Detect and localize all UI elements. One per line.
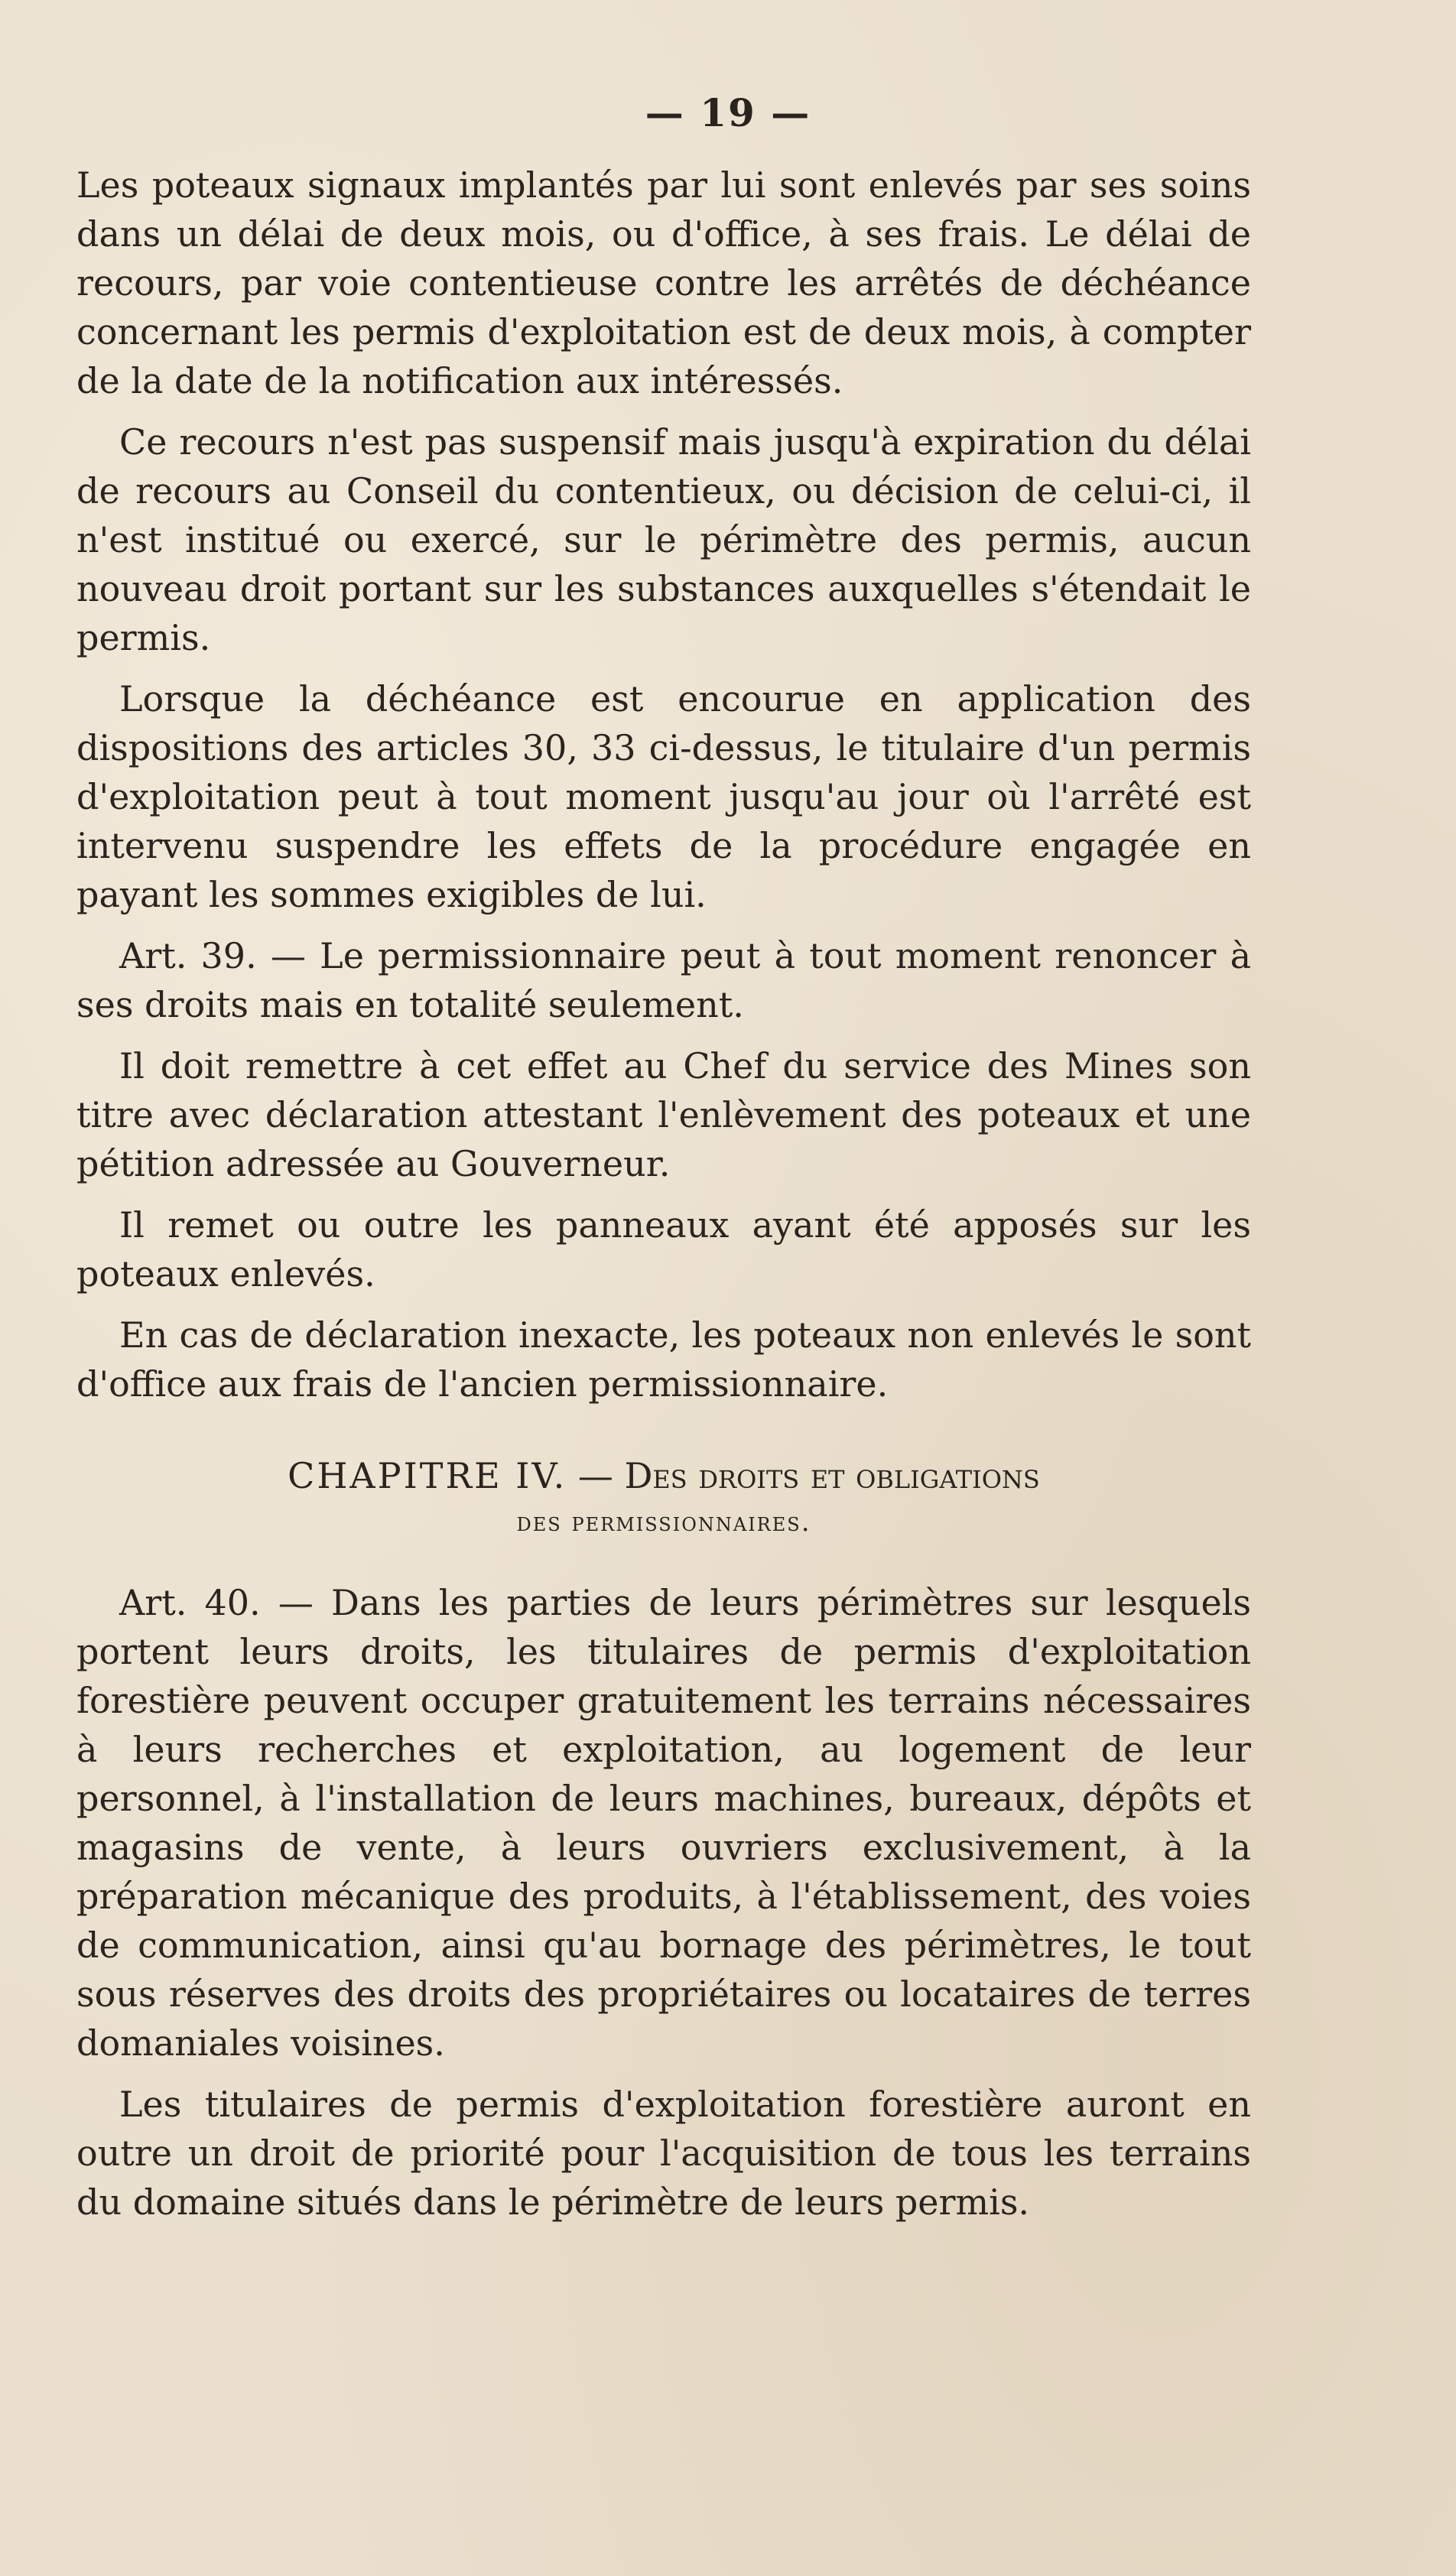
article-39: [76, 931, 1251, 1029]
chapter-label: CHAPITRE IV.: [288, 1455, 567, 1496]
paragraph-poteaux-enleves: [76, 161, 1251, 405]
paragraph-recours: [76, 417, 1251, 662]
paragraph-text: Les poteaux signaux implantés par lui sont enlevés par ses soins dans un délai de deux mois, ou d'office, à ses frais. Le délai de recours, par voie contentieuse contre les arrêtés de déchéance concernant les permis d'exploitation est de deux mois, à compter de la date de la notification aux intéressés.: [76, 164, 1251, 401]
paragraph-declaration-inexacte: [76, 1311, 1251, 1408]
paragraph-text: Lorsque la déchéance est encourue en application des dispositions des articles 30, 33 ci-dessus, le titulaire d'un permis d'exploitation peut à tout moment jusqu'au jour où l'arrêté est intervenu suspendre les effets de la procédure engagée en payant les sommes exigibles de lui.: [76, 678, 1251, 915]
chapter-heading-line-1: [76, 1451, 1251, 1500]
paragraph-droit-priorite: [76, 2080, 1251, 2227]
article-label: Art. 40.: [119, 1582, 261, 1623]
document-body: [76, 161, 1251, 2239]
chapter-title-part-2: des permissionnaires.: [516, 1507, 811, 1538]
chapter-heading: [76, 1451, 1251, 1545]
paragraph-text: Il remet ou outre les panneaux ayant été apposés sur les poteaux enlevés.: [76, 1204, 1251, 1294]
paragraph-text: Ce recours n'est pas suspensif mais jusqu'à expiration du délai de recours au Conseil du contentieux, ou décision de celui-ci, il n'est institué ou exercé, sur le périmètre des permis, aucun nouveau droit portant sur les substances auxquelles s'étendait le permis.: [76, 421, 1251, 658]
paragraph-text: Les titulaires de permis d'exploitation forestière auront en outre un droit de priorité pour l'acquisition de tous les terrains du domaine situés dans le périmètre de leurs permis.: [76, 2084, 1251, 2223]
paragraph-decheance: [76, 674, 1251, 919]
article-text: — Le permissionnaire peut à tout moment renoncer à ses droits mais en totalité seulement.: [76, 935, 1252, 1025]
page-number: — 19 —: [645, 90, 811, 135]
article-40: [76, 1578, 1251, 2068]
paragraph-text: Il doit remettre à cet effet au Chef du service des Mines son titre avec déclaration attestant l'enlèvement des poteaux et une pétition adressée au Gouverneur.: [76, 1045, 1251, 1184]
article-label: Art. 39.: [119, 935, 257, 976]
paragraph-panneaux: [76, 1200, 1251, 1298]
chapter-title-part-1: — Des droits et obligations: [577, 1455, 1040, 1496]
paragraph-text: En cas de déclaration inexacte, les poteaux non enlevés le sont d'office aux frais de l'ancien permissionnaire.: [76, 1314, 1251, 1405]
article-text: — Dans les parties de leurs périmètres sur lesquels portent leurs droits, les titulaires de permis d'exploitation forestière peuvent occuper gratuitement les terrains nécessaires à leurs recherches et exploitation, au logement de leur personnel, à l'installation de leurs machines, bureaux, dépôts et magasins de vente, à leurs ouvriers exclusivement, à la préparation mécanique des produits, à l'établissement, des voies de communication, ainsi qu'au bornage des périmètres, le tout sous réserves des droits des propriétaires ou locataires de terres domaniales voisines.: [76, 1582, 1251, 2064]
paragraph-remettre-titre: [76, 1041, 1251, 1188]
